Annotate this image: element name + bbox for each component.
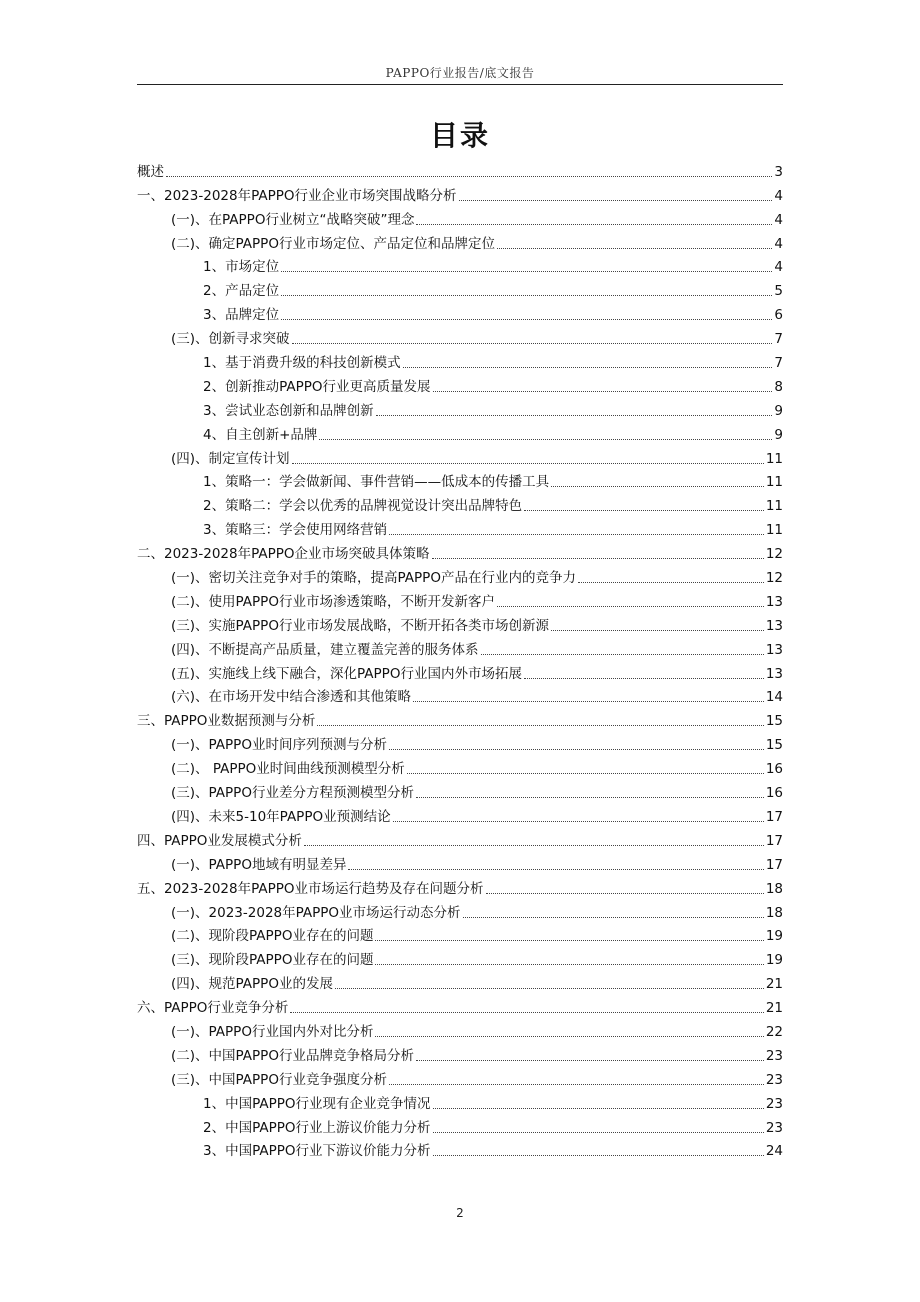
toc-dot-leader	[376, 415, 773, 416]
toc-entry-text: 1、市场定位	[203, 259, 280, 276]
toc-entry[interactable]	[137, 229, 783, 253]
toc-entry-page: 21	[765, 1000, 783, 1017]
toc-entry-text: (四)、不断提高产品质量，建立覆盖完善的服务体系	[171, 641, 479, 658]
toc-entry[interactable]	[137, 754, 783, 778]
toc-entry[interactable]	[137, 300, 783, 324]
toc-entry-text: (二)、现阶段PAPPO业存在的问题	[171, 928, 374, 945]
toc-entry-text: 五、2023-2028年PAPPO业市场运行趋势及存在问题分析	[137, 880, 484, 897]
toc-entry-page: 4	[774, 259, 783, 276]
toc-entry-page: 22	[765, 1023, 783, 1040]
toc-entry-page: 23	[765, 1047, 783, 1064]
toc-entry-text: 三、PAPPO业数据预测与分析	[137, 713, 316, 730]
toc-entry-text: (三)、中国PAPPO行业竞争强度分析	[171, 1071, 387, 1088]
toc-entry[interactable]	[137, 611, 783, 635]
toc-dot-leader	[551, 630, 764, 631]
toc-entry-page: 18	[765, 904, 783, 921]
toc-entry-page: 9	[774, 426, 783, 443]
toc-entry[interactable]	[137, 324, 783, 348]
toc-dot-leader	[433, 1132, 764, 1133]
toc-entry[interactable]	[137, 468, 783, 492]
running-header: PAPPO行业报告/底文报告	[385, 66, 535, 80]
toc-entry[interactable]	[137, 372, 783, 396]
toc-entry-page: 4	[774, 187, 783, 204]
toc-entry-text: (一)、PAPPO业时间序列预测与分析	[171, 737, 387, 754]
toc-entry-page: 21	[765, 976, 783, 993]
toc-entry-text: 1、中国PAPPO行业现有企业竞争情况	[203, 1095, 431, 1112]
toc-entry-text: 1、策略一：学会做新闻、事件营销——低成本的传播工具	[203, 474, 550, 491]
toc-dot-leader	[416, 797, 764, 798]
toc-entry-page: 13	[765, 593, 783, 610]
page-number: 2	[456, 1206, 464, 1220]
toc-entry-text: (三)、创新寻求突破	[171, 331, 290, 348]
toc-dot-leader	[292, 463, 764, 464]
toc-entry-page: 14	[765, 689, 783, 706]
toc-entry-page: 13	[765, 665, 783, 682]
toc-dot-leader	[403, 367, 773, 368]
toc-entry-text: (二)、确定PAPPO行业市场定位、产品定位和品牌定位	[171, 235, 495, 252]
toc-dot-leader	[486, 893, 764, 894]
toc-dot-leader	[290, 1012, 763, 1013]
toc-entry-text: 3、尝试业态创新和品牌创新	[203, 402, 374, 419]
toc-dot-leader	[335, 988, 764, 989]
toc-entry-text: (二)、使用PAPPO行业市场渗透策略，不断开发新客户	[171, 593, 495, 610]
toc-entry-text: (二)、 PAPPO业时间曲线预测模型分析	[171, 761, 405, 778]
toc-entry-page: 17	[765, 808, 783, 825]
toc-entry[interactable]	[137, 850, 783, 874]
toc-entry-page: 9	[774, 402, 783, 419]
toc-entry-text: 2、创新推动PAPPO行业更高质量发展	[203, 378, 431, 395]
toc-entry-page: 7	[774, 331, 783, 348]
toc-entry[interactable]	[137, 659, 783, 683]
toc-entry-page: 11	[765, 498, 783, 515]
toc-dot-leader	[463, 917, 764, 918]
toc-entry[interactable]	[137, 945, 783, 969]
toc-entry[interactable]	[137, 420, 783, 444]
toc-entry[interactable]	[137, 1017, 783, 1041]
toc-entry[interactable]	[137, 874, 783, 898]
toc-entry-text: 1、基于消费升级的科技创新模式	[203, 355, 401, 372]
toc-dot-leader	[497, 606, 764, 607]
toc-dot-leader	[524, 510, 764, 511]
toc-entry[interactable]	[137, 683, 783, 707]
toc-entry-text: (三)、PAPPO行业差分方程预测模型分析	[171, 785, 414, 802]
toc-entry-text: 2、中国PAPPO行业上游议价能力分析	[203, 1119, 431, 1136]
toc-entry-text: 3、中国PAPPO行业下游议价能力分析	[203, 1143, 431, 1160]
toc-entry[interactable]	[137, 826, 783, 850]
toc-entry[interactable]	[137, 205, 783, 229]
toc-entry[interactable]	[137, 993, 783, 1017]
toc-entry-page: 13	[765, 641, 783, 658]
toc-entry-text: (四)、未来5-10年PAPPO业预测结论	[171, 808, 391, 825]
toc-dot-leader	[281, 319, 772, 320]
toc-entry-page: 17	[765, 856, 783, 873]
toc-entry[interactable]	[137, 396, 783, 420]
toc-entry-text: (三)、实施PAPPO行业市场发展战略，不断开拓各类市场创新源	[171, 617, 549, 634]
toc-dot-leader	[389, 749, 764, 750]
toc-entry-text: (三)、现阶段PAPPO业存在的问题	[171, 952, 374, 969]
toc-entry[interactable]	[137, 1065, 783, 1089]
toc-entry[interactable]	[137, 1113, 783, 1137]
toc-dot-leader	[281, 295, 772, 296]
toc-entry-page: 12	[765, 570, 783, 587]
header-divider	[137, 84, 783, 85]
toc-dot-leader	[348, 869, 763, 870]
toc-entry[interactable]	[137, 491, 783, 515]
toc-entry-page: 24	[765, 1143, 783, 1160]
toc-dot-leader	[389, 534, 764, 535]
toc-dot-leader	[407, 773, 764, 774]
table-of-contents	[137, 157, 783, 1160]
toc-dot-leader	[375, 1036, 763, 1037]
toc-entry[interactable]	[137, 444, 783, 468]
toc-dot-leader	[166, 176, 772, 177]
toc-dot-leader	[389, 1084, 764, 1085]
toc-dot-leader	[281, 271, 772, 272]
toc-entry[interactable]	[137, 898, 783, 922]
toc-entry-text: (五)、实施线上线下融合，深化PAPPO行业国内外市场拓展	[171, 665, 522, 682]
toc-dot-leader	[433, 391, 773, 392]
toc-entry[interactable]	[137, 276, 783, 300]
toc-dot-leader	[578, 582, 764, 583]
toc-entry-page: 5	[774, 283, 783, 300]
toc-entry-text: 二、2023-2028年PAPPO企业市场突破具体策略	[137, 546, 430, 563]
toc-entry-text: 2、策略二：学会以优秀的品牌视觉设计突出品牌特色	[203, 498, 523, 515]
toc-dot-leader	[416, 1060, 764, 1061]
toc-dot-leader	[416, 224, 772, 225]
toc-entry-page: 17	[765, 832, 783, 849]
toc-dot-leader	[459, 200, 773, 201]
toc-entry-page: 12	[765, 546, 783, 563]
toc-dot-leader	[432, 558, 764, 559]
toc-dot-leader	[319, 439, 772, 440]
toc-entry-page: 23	[765, 1071, 783, 1088]
toc-entry-text: (六)、在市场开发中结合渗透和其他策略	[171, 689, 412, 706]
toc-entry[interactable]	[137, 1041, 783, 1065]
toc-dot-leader	[497, 248, 772, 249]
toc-entry-text: (四)、制定宣传计划	[171, 450, 290, 467]
toc-dot-leader	[317, 725, 763, 726]
toc-entry-page: 4	[774, 211, 783, 228]
toc-entry[interactable]	[137, 802, 783, 826]
toc-entry[interactable]	[137, 922, 783, 946]
toc-dot-leader	[393, 821, 764, 822]
toc-entry-text: 3、策略三：学会使用网络营销	[203, 522, 388, 539]
toc-entry-page: 19	[765, 928, 783, 945]
toc-dot-leader	[551, 486, 764, 487]
toc-entry[interactable]	[137, 157, 783, 181]
toc-entry[interactable]	[137, 515, 783, 539]
toc-dot-leader	[524, 678, 764, 679]
toc-dot-leader	[304, 845, 764, 846]
toc-entry-page: 8	[774, 378, 783, 395]
toc-entry-text: 六、PAPPO行业竞争分析	[137, 1000, 289, 1017]
toc-dot-leader	[433, 1155, 764, 1156]
toc-entry[interactable]	[137, 563, 783, 587]
toc-entry-page: 13	[765, 617, 783, 634]
toc-entry[interactable]	[137, 969, 783, 993]
toc-entry-page: 4	[774, 235, 783, 252]
toc-entry-text: 3、品牌定位	[203, 307, 280, 324]
toc-entry[interactable]	[137, 539, 783, 563]
toc-entry-text: 2、产品定位	[203, 283, 280, 300]
toc-dot-leader	[375, 964, 763, 965]
toc-entry[interactable]	[137, 181, 783, 205]
toc-entry-page: 16	[765, 785, 783, 802]
toc-entry-text: (一)、PAPPO地域有明显差异	[171, 856, 347, 873]
toc-title: 目录	[429, 119, 490, 152]
toc-dot-leader	[481, 654, 764, 655]
toc-entry-page: 23	[765, 1119, 783, 1136]
toc-entry-page: 23	[765, 1095, 783, 1112]
toc-entry-text: (一)、2023-2028年PAPPO业市场运行动态分析	[171, 904, 461, 921]
toc-entry[interactable]	[137, 778, 783, 802]
toc-entry-page: 15	[765, 737, 783, 754]
toc-dot-leader	[413, 701, 764, 702]
toc-entry-page: 6	[774, 307, 783, 324]
toc-entry-page: 15	[765, 713, 783, 730]
toc-entry-page: 7	[774, 355, 783, 372]
toc-entry[interactable]	[137, 587, 783, 611]
toc-entry-page: 18	[765, 880, 783, 897]
toc-entry[interactable]	[137, 635, 783, 659]
toc-entry-text: (一)、密切关注竞争对手的策略，提高PAPPO产品在行业内的竞争力	[171, 570, 576, 587]
toc-entry-text: 四、PAPPO业发展模式分析	[137, 832, 302, 849]
toc-dot-leader	[433, 1108, 764, 1109]
toc-entry[interactable]	[137, 348, 783, 372]
toc-entry-page: 19	[765, 952, 783, 969]
toc-entry[interactable]	[137, 706, 783, 730]
toc-entry-page: 11	[765, 474, 783, 491]
toc-entry[interactable]	[137, 730, 783, 754]
toc-entry-page: 11	[765, 522, 783, 539]
toc-entry[interactable]	[137, 1089, 783, 1113]
toc-entry-text: (二)、中国PAPPO行业品牌竞争格局分析	[171, 1047, 414, 1064]
toc-entry-text: (一)、在PAPPO行业树立“战略突破”理念	[171, 211, 415, 228]
toc-entry-text: (四)、规范PAPPO业的发展	[171, 976, 333, 993]
toc-entry[interactable]	[137, 253, 783, 277]
toc-entry-text: (一)、PAPPO行业国内外对比分析	[171, 1023, 374, 1040]
toc-entry-text: 一、2023-2028年PAPPO行业企业市场突围战略分析	[137, 187, 457, 204]
toc-entry-text: 概述	[137, 163, 164, 180]
toc-entry-page: 3	[774, 163, 783, 180]
toc-entry-text: 4、自主创新+品牌	[203, 426, 318, 443]
toc-dot-leader	[292, 343, 773, 344]
toc-entry-page: 16	[765, 761, 783, 778]
toc-entry[interactable]	[137, 1137, 783, 1161]
toc-entry-page: 11	[765, 450, 783, 467]
toc-dot-leader	[375, 940, 763, 941]
